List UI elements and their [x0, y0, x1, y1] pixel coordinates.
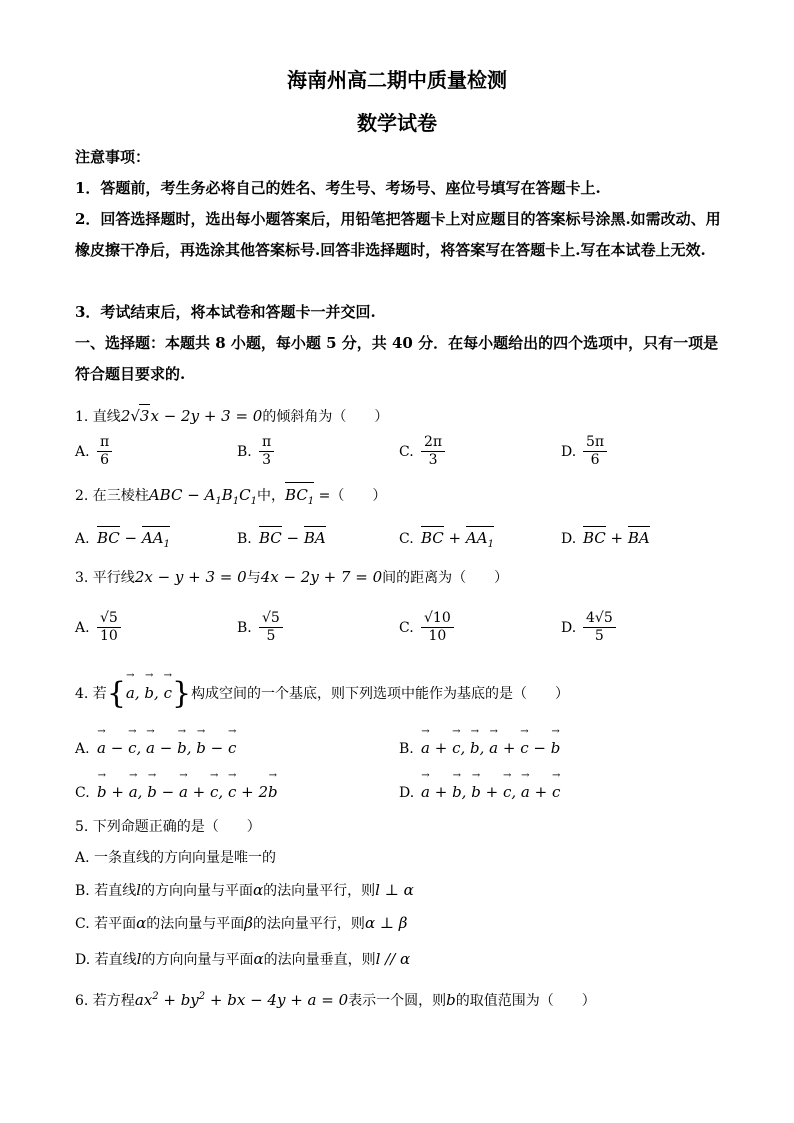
question-1-option-d[interactable]: D. $\frac{5\pi}{6}$: [561, 434, 607, 469]
question-3-option-c[interactable]: C. $\frac{√10}{10}$: [399, 610, 454, 645]
question-5-option-b[interactable]: B. 若直线l的方向向量与平面α的法向量平行，则l ⊥ α: [75, 881, 414, 899]
section-1-heading: 一、选择题：本题共 8 小题，每小题 5 分，共 40 分．在每小题给出的四个选项中，只有一项是符合题目要求的.: [75, 334, 719, 383]
question-5-stem: 5. 下列命题正确的是（ ）: [75, 819, 261, 835]
question-4-stem: 4. 若{→ a, → b, → c}构成空间的一个基底，则下列选项中能作为基底的是（ ）: [75, 682, 569, 705]
question-5-option-a[interactable]: A. 一条直线的方向向量是唯一的: [75, 850, 277, 866]
question-3-option-d[interactable]: D. $\frac{4√5}{5}$: [561, 610, 616, 645]
question-2-option-a[interactable]: A. BC − $AA_1$: [75, 526, 170, 555]
question-3-stem: 3. 平行线2x − y + 3 = 0与4x − 2y + 7 = 0间的距离为（ ）: [75, 568, 509, 586]
question-3-option-b[interactable]: B. $\frac{√5}{5}$: [237, 610, 283, 645]
question-2-stem: 2. 在三棱柱ABC − $A_1B_1C_1$中，$BC_1$ =（ ）: [75, 482, 386, 513]
question-2-option-d[interactable]: D. BC + BA: [561, 526, 650, 549]
notice-item-3: 3．考试结束后，将本试卷和答题卡一并交回.: [75, 303, 376, 321]
question-4-option-d[interactable]: D.→ a + → b, → b + → c, → a + → c: [399, 782, 560, 803]
question-2-option-c[interactable]: C. BC + $AA_1$: [399, 526, 494, 555]
question-1-option-a[interactable]: A. $\frac{\pi}{6}$: [75, 434, 112, 469]
exam-title: 海南州高二期中质量检测: [287, 68, 507, 92]
question-3-option-a[interactable]: A. $\frac{√5}{10}$: [75, 610, 121, 645]
question-4-option-b[interactable]: B.→ a + → c, → b, → a + → c − → b: [399, 738, 560, 759]
notice-heading: 注意事项：: [75, 148, 151, 166]
question-5-option-c[interactable]: C. 若平面α的法向量与平面β的法向量平行，则α ⊥ β: [75, 914, 408, 932]
question-4-option-c[interactable]: C.→ b + → a, → b − → a + → c, → c + 2→ b: [75, 782, 278, 803]
question-5-option-d[interactable]: D. 若直线l的方向向量与平面α的法向量垂直，则l // α: [75, 950, 411, 968]
question-6-stem: 6. 若方程$ax^2 + by^2$ + bx − 4y + a = 0表示一个圆，则b的取值范围为（ ）: [75, 991, 596, 1009]
notice-item-2: 2．回答选择题时，选出每小题答案后，用铅笔把答题卡上对应题目的答案标号涂黑.如需改动、用橡皮擦干净后，再选涂其他答案标号.回答非选择题时，将答案写在答题卡上.写在本试卷上无效.: [75, 210, 721, 259]
question-4-option-a[interactable]: A.→ a − → c, → a − → b, → b − → c: [75, 738, 236, 759]
question-2-option-b[interactable]: B. BC − BA: [237, 526, 326, 549]
question-1-option-b[interactable]: B. $\frac{\pi}{3}$: [237, 434, 274, 469]
question-1-stem: 1. 直线2√3x − 2y + 3 = 0的倾斜角为（ ）: [75, 404, 388, 428]
exam-subtitle: 数学试卷: [357, 111, 437, 135]
question-1-option-c[interactable]: C. $\frac{2\pi}{3}$: [399, 434, 445, 469]
notice-item-1: 1．答题前，考生务必将自己的姓名、考生号、考场号、座位号填写在答题卡上.: [75, 179, 601, 197]
